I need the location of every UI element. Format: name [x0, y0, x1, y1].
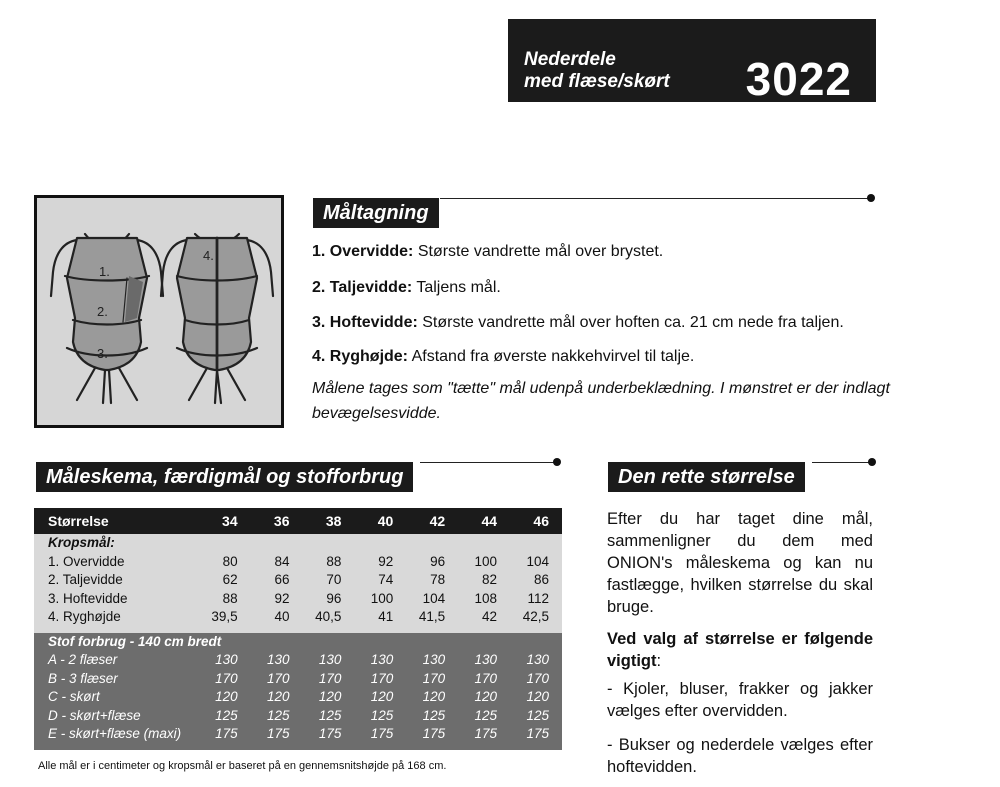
size-col: 38: [290, 508, 342, 534]
measuring-heading: Måltagning: [313, 198, 439, 228]
cell: 80: [186, 553, 238, 572]
cell: 130: [393, 651, 445, 670]
table-row: [34, 553, 562, 572]
cell: 92: [238, 590, 290, 609]
size-guide-rule: [812, 462, 870, 463]
measure-item-3-text: Største vandrette mål over hoften ca. 21 cm nede fra taljen.: [422, 314, 844, 331]
cell: 70: [290, 571, 342, 590]
cell: 120: [341, 688, 393, 707]
size-guide-intro: Efter du har taget dine mål, sammenligner du dem med ONION's måleskema og kan nu fastlægge, hvilken størrelse du skal bruge.: [607, 510, 873, 616]
row-label: E - skørt+flæse (maxi): [34, 725, 186, 744]
row-label: 1. Overvidde: [34, 553, 186, 572]
cell: 120: [497, 688, 562, 707]
cell: 175: [445, 725, 497, 744]
measuring-rule-dot: [867, 194, 875, 202]
cell: 104: [393, 590, 445, 609]
cell: 170: [393, 670, 445, 689]
body-heading: Kropsmål:: [34, 534, 562, 553]
size-guide-rule-dot: [868, 458, 876, 466]
cell: 39,5: [186, 608, 238, 627]
cell: 175: [393, 725, 445, 744]
body-heading-row: [34, 534, 562, 553]
pattern-title-box: [508, 19, 876, 105]
size-guide-important-colon: :: [656, 652, 662, 670]
front-label-3: 3.: [97, 346, 108, 361]
row-label: 3. Hoftevidde: [34, 590, 186, 609]
size-header-label: Størrelse: [34, 508, 186, 534]
measuring-note: Målene tages som "tætte" mål udenpå underbeklædning. I mønstret er der indlagt bevægelsesvidde.: [312, 380, 890, 422]
cell: 120: [445, 688, 497, 707]
size-table: [34, 508, 562, 750]
cell: 130: [186, 651, 238, 670]
row-label: B - 3 flæser: [34, 670, 186, 689]
spacer-row: [34, 744, 562, 750]
back-label-4: 4.: [203, 248, 214, 263]
size-col: 44: [445, 508, 497, 534]
cell: 175: [497, 725, 562, 744]
cell: 120: [393, 688, 445, 707]
measure-item-3: [312, 314, 844, 332]
cell: 125: [341, 707, 393, 726]
cell: 92: [341, 553, 393, 572]
cell: 62: [186, 571, 238, 590]
measure-item-2-label: 2. Taljevidde:: [312, 279, 413, 296]
cell: 175: [238, 725, 290, 744]
table-row: [34, 725, 562, 744]
measure-item-2: [312, 279, 501, 297]
row-label: 2. Taljevidde: [34, 571, 186, 590]
row-label: A - 2 flæser: [34, 651, 186, 670]
size-guide-text: [607, 508, 873, 778]
measure-item-1-label: 1. Overvidde:: [312, 243, 414, 260]
front-label-1: 1.: [99, 264, 110, 279]
cell: 108: [445, 590, 497, 609]
cell: 96: [290, 590, 342, 609]
cell: 88: [290, 553, 342, 572]
cell: 100: [445, 553, 497, 572]
size-guide-bullet-1: - Kjoler, bluser, frakker og jakker vælges efter overvidden.: [607, 680, 873, 720]
cell: 78: [393, 571, 445, 590]
table-row: [34, 707, 562, 726]
size-header-row: [34, 508, 562, 534]
size-guide-important: [607, 628, 873, 672]
cell: 120: [238, 688, 290, 707]
table-row: [34, 590, 562, 609]
cell: 120: [290, 688, 342, 707]
cell: 42: [445, 608, 497, 627]
size-guide-heading: Den rette størrelse: [608, 462, 805, 492]
table-row: [34, 571, 562, 590]
cell: 42,5: [497, 608, 562, 627]
fabric-heading-row: [34, 633, 562, 652]
cell: 170: [238, 670, 290, 689]
cell: 41: [341, 608, 393, 627]
size-col: 46: [497, 508, 562, 534]
cell: 170: [497, 670, 562, 689]
cell: 84: [238, 553, 290, 572]
front-label-2: 2.: [97, 304, 108, 319]
cell: 130: [445, 651, 497, 670]
cell: 40,5: [290, 608, 342, 627]
measure-item-2-text: Taljens mål.: [416, 279, 501, 296]
table-row: [34, 651, 562, 670]
measure-item-1-text: Største vandrette mål over brystet.: [417, 243, 664, 260]
cell: 104: [497, 553, 562, 572]
cell: 66: [238, 571, 290, 590]
cell: 125: [238, 707, 290, 726]
cell: 125: [186, 707, 238, 726]
cell: 88: [186, 590, 238, 609]
size-col: 36: [238, 508, 290, 534]
chart-rule-dot: [553, 458, 561, 466]
table-row: [34, 688, 562, 707]
size-guide-bullet-2: - Bukser og nederdele vælges efter hoftevidden.: [607, 736, 873, 776]
cell: 41,5: [393, 608, 445, 627]
cell: 40: [238, 608, 290, 627]
size-col: 42: [393, 508, 445, 534]
cell: 125: [290, 707, 342, 726]
cell: 96: [393, 553, 445, 572]
size-col: 40: [341, 508, 393, 534]
measure-item-4: [312, 348, 694, 366]
row-label: 4. Ryghøjde: [34, 608, 186, 627]
table-footnote: Alle mål er i centimeter og kropsmål er baseret på en gennemsnitshøjde på 168 cm.: [38, 760, 447, 772]
pattern-title: [524, 49, 670, 93]
cell: 125: [497, 707, 562, 726]
cell: 175: [290, 725, 342, 744]
cell: 170: [445, 670, 497, 689]
measure-item-1: [312, 243, 663, 261]
pattern-title-line2: med flæse/skørt: [524, 71, 670, 92]
cell: 130: [497, 651, 562, 670]
body-form-illustration: [37, 198, 281, 425]
measure-item-4-text: Afstand fra øverste nakkehvirvel til talje.: [411, 348, 695, 365]
chart-heading: Måleskema, færdigmål og stofforbrug: [36, 462, 413, 492]
table-row: [34, 608, 562, 627]
size-col: 34: [186, 508, 238, 534]
cell: 112: [497, 590, 562, 609]
cell: 170: [341, 670, 393, 689]
cell: 120: [186, 688, 238, 707]
cell: 82: [445, 571, 497, 590]
chart-rule: [420, 462, 556, 463]
pattern-title-line1: Nederdele: [524, 49, 616, 70]
measure-item-3-label: 3. Hoftevidde:: [312, 314, 418, 331]
cell: 170: [290, 670, 342, 689]
pattern-number: 3022: [745, 53, 852, 105]
measuring-rule: [440, 198, 870, 199]
cell: 175: [341, 725, 393, 744]
cell: 130: [341, 651, 393, 670]
cell: 175: [186, 725, 238, 744]
table-row: [34, 670, 562, 689]
cell: 125: [445, 707, 497, 726]
cell: 170: [186, 670, 238, 689]
cell: 130: [290, 651, 342, 670]
measurement-figure: [34, 195, 284, 428]
cell: 130: [238, 651, 290, 670]
row-label: D - skørt+flæse: [34, 707, 186, 726]
row-label: C - skørt: [34, 688, 186, 707]
cell: 74: [341, 571, 393, 590]
cell: 125: [393, 707, 445, 726]
size-guide-important-text: Ved valg af størrelse er følgende vigtigt: [607, 630, 873, 670]
measure-item-4-label: 4. Ryghøjde:: [312, 348, 409, 365]
cell: 86: [497, 571, 562, 590]
cell: 100: [341, 590, 393, 609]
fabric-heading: Stof forbrug - 140 cm bredt: [34, 633, 562, 652]
